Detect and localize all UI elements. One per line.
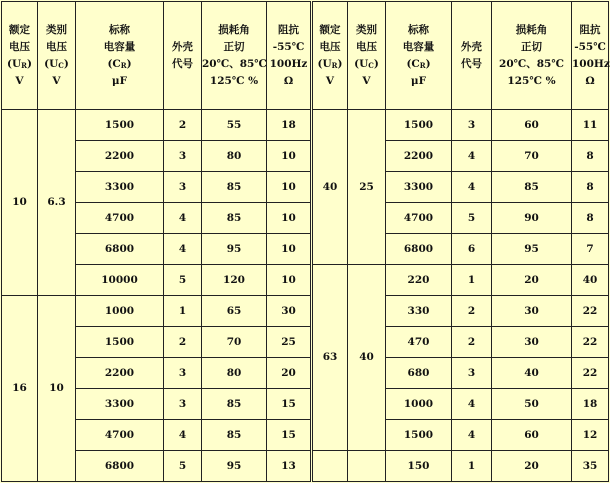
left-case-code-cell: 4: [164, 234, 202, 265]
header-right-rated-voltage: [312, 2, 348, 110]
header-right-case-code: [452, 2, 492, 110]
right-capacitance-cell: 3300: [386, 172, 452, 203]
right-case-code-cell: 4: [452, 141, 492, 172]
header-line: μF: [111, 74, 128, 87]
right-capacitance-cell: 680: [386, 358, 452, 389]
capacitor-spec-table: [1, 1, 609, 482]
right-capacitance-cell: 150: [386, 451, 452, 482]
right-case-code-cell: 5: [452, 203, 492, 234]
right-dissipation-cell: 20: [492, 265, 572, 296]
right-category-voltage-cell: [348, 451, 386, 482]
right-case-code-cell: 2: [452, 327, 492, 358]
left-capacitance-cell: 6800: [76, 234, 164, 265]
right-capacitance-cell: 470: [386, 327, 452, 358]
header-line: 损耗角: [218, 23, 250, 36]
header-left-case-code: [164, 2, 202, 110]
header-left-capacitance: [76, 2, 164, 110]
right-impedance-cell: 18: [572, 389, 609, 420]
right-category-voltage-cell: 40: [348, 265, 386, 451]
table-row: [2, 203, 609, 234]
left-impedance-cell: 20: [267, 358, 312, 389]
header-line: 20℃、85℃: [202, 57, 267, 70]
left-capacitance-cell: 4700: [76, 420, 164, 451]
right-capacitance-cell: 4700: [386, 203, 452, 234]
right-case-code-cell: 6: [452, 234, 492, 265]
left-case-code-cell: 4: [164, 420, 202, 451]
left-category-voltage-cell: 6.3: [38, 110, 76, 296]
header-line: 电压: [9, 40, 30, 53]
right-impedance-cell: 11: [572, 110, 609, 141]
table-row: [2, 234, 609, 265]
right-dissipation-cell: 90: [492, 203, 572, 234]
header-line: 损耗角: [515, 23, 548, 36]
right-capacitance-cell: 1000: [386, 389, 452, 420]
left-dissipation-cell: 80: [202, 141, 267, 172]
right-case-code-cell: 3: [452, 110, 492, 141]
left-impedance-cell: 15: [267, 389, 312, 420]
header-line: $(C_R)$: [107, 57, 132, 70]
header-right-dissipation: [492, 2, 572, 110]
header-line: 类别: [356, 23, 377, 36]
table-row: [2, 389, 609, 420]
header-line: 类别: [46, 23, 67, 36]
left-impedance-cell: 13: [267, 451, 312, 482]
header-line: V: [15, 74, 24, 87]
left-dissipation-cell: 85: [202, 420, 267, 451]
right-case-code-cell: 3: [452, 358, 492, 389]
right-dissipation-cell: 60: [492, 420, 572, 451]
left-capacitance-cell: 2200: [76, 358, 164, 389]
right-impedance-cell: 8: [572, 203, 609, 234]
header-line: V: [325, 74, 335, 87]
right-rated-voltage-cell: [312, 451, 348, 482]
right-dissipation-cell: 30: [492, 327, 572, 358]
right-impedance-cell: 22: [572, 327, 609, 358]
right-rated-voltage-cell: 40: [312, 110, 348, 265]
table-row: [2, 141, 609, 172]
left-dissipation-cell: 120: [202, 265, 267, 296]
left-impedance-cell: 15: [267, 420, 312, 451]
header-line: 代号: [461, 57, 482, 70]
left-capacitance-cell: 1000: [76, 296, 164, 327]
header-line: 电容量: [402, 40, 435, 53]
right-impedance-cell: 7: [572, 234, 609, 265]
left-impedance-cell: 10: [267, 265, 312, 296]
header-line: 100Hz: [572, 57, 610, 70]
right-dissipation-cell: 60: [492, 110, 572, 141]
table-row: [2, 420, 609, 451]
left-impedance-cell: 30: [267, 296, 312, 327]
header-right-capacitance: [386, 2, 452, 110]
left-dissipation-cell: 85: [202, 172, 267, 203]
header-line: 电压: [46, 40, 67, 53]
header-line: -55℃: [574, 40, 606, 53]
header-line: 电容量: [103, 40, 136, 53]
left-case-code-cell: 3: [164, 358, 202, 389]
header-line: 额定: [9, 23, 30, 36]
right-capacitance-cell: 1500: [386, 420, 452, 451]
right-capacitance-cell: 330: [386, 296, 452, 327]
table-row: [2, 327, 609, 358]
left-dissipation-cell: 80: [202, 358, 267, 389]
header-line: 额定: [319, 23, 341, 36]
right-dissipation-cell: 50: [492, 389, 572, 420]
right-impedance-cell: 35: [572, 451, 609, 482]
table-body: [2, 110, 609, 482]
left-case-code-cell: 1: [164, 296, 202, 327]
left-impedance-cell: 10: [267, 203, 312, 234]
right-impedance-cell: 22: [572, 358, 609, 389]
header-line: 125℃ %: [507, 74, 556, 87]
header-line: 阻抗: [579, 23, 601, 36]
left-dissipation-cell: 70: [202, 327, 267, 358]
left-capacitance-cell: 4700: [76, 203, 164, 234]
header-line: 外壳: [172, 40, 193, 53]
header-right-category-voltage: [348, 2, 386, 110]
left-rated-voltage-cell: 10: [2, 110, 38, 296]
right-dissipation-cell: 85: [492, 172, 572, 203]
header-line: $(U_C)$: [354, 57, 379, 70]
header-line: -55℃: [272, 40, 305, 53]
header-line: 20℃、85℃: [499, 57, 564, 70]
right-case-code-cell: 1: [452, 265, 492, 296]
header-line: 电压: [356, 40, 377, 53]
header-line: 125℃ %: [209, 74, 259, 87]
header-left-rated-voltage: [2, 2, 38, 110]
right-dissipation-cell: 30: [492, 296, 572, 327]
header-line: 正切: [223, 40, 245, 53]
left-capacitance-cell: 2200: [76, 141, 164, 172]
left-case-code-cell: 5: [164, 451, 202, 482]
left-capacitance-cell: 3300: [76, 389, 164, 420]
right-impedance-cell: 12: [572, 420, 609, 451]
header-line: $(U_R)$: [7, 57, 32, 70]
header-line: Ω: [283, 74, 294, 87]
right-dissipation-cell: 40: [492, 358, 572, 389]
right-case-code-cell: 4: [452, 172, 492, 203]
header-line: $(U_C)$: [44, 57, 69, 70]
left-dissipation-cell: 85: [202, 389, 267, 420]
right-case-code-cell: 1: [452, 451, 492, 482]
table-row: [2, 358, 609, 389]
header-row: [2, 2, 609, 110]
header-line: 电压: [319, 40, 341, 53]
right-dissipation-cell: 20: [492, 451, 572, 482]
table-row: [2, 110, 609, 141]
table-row: [2, 265, 609, 296]
left-case-code-cell: 4: [164, 203, 202, 234]
right-impedance-cell: 8: [572, 141, 609, 172]
header-line: 标称: [408, 23, 429, 36]
right-case-code-cell: 4: [452, 420, 492, 451]
right-dissipation-cell: 70: [492, 141, 572, 172]
right-case-code-cell: 4: [452, 389, 492, 420]
right-dissipation-cell: 95: [492, 234, 572, 265]
header-line: $(U_R)$: [317, 57, 343, 70]
left-dissipation-cell: 95: [202, 451, 267, 482]
table-row: [2, 296, 609, 327]
header-line: V: [52, 74, 61, 87]
left-impedance-cell: 10: [267, 141, 312, 172]
left-capacitance-cell: 1500: [76, 327, 164, 358]
left-capacitance-cell: 1500: [76, 110, 164, 141]
right-impedance-cell: 22: [572, 296, 609, 327]
header-line: 阻抗: [278, 23, 299, 36]
left-dissipation-cell: 95: [202, 234, 267, 265]
left-capacitance-cell: 6800: [76, 451, 164, 482]
header-line: 外壳: [461, 40, 482, 53]
table-row: [2, 172, 609, 203]
left-case-code-cell: 2: [164, 110, 202, 141]
header-line: 100Hz: [269, 57, 308, 70]
left-capacitance-cell: 10000: [76, 265, 164, 296]
header-line: V: [362, 74, 371, 87]
header-line: Ω: [585, 74, 595, 87]
header-left-category-voltage: [38, 2, 76, 110]
left-case-code-cell: 3: [164, 172, 202, 203]
right-impedance-cell: 8: [572, 172, 609, 203]
left-case-code-cell: 3: [164, 389, 202, 420]
left-dissipation-cell: 55: [202, 110, 267, 141]
left-impedance-cell: 10: [267, 172, 312, 203]
right-capacitance-cell: 220: [386, 265, 452, 296]
left-capacitance-cell: 3300: [76, 172, 164, 203]
left-impedance-cell: 25: [267, 327, 312, 358]
header-left-dissipation: [202, 2, 267, 110]
right-capacitance-cell: 6800: [386, 234, 452, 265]
right-capacitance-cell: 2200: [386, 141, 452, 172]
right-category-voltage-cell: 25: [348, 110, 386, 265]
table-row: [2, 451, 609, 482]
left-case-code-cell: 5: [164, 265, 202, 296]
left-dissipation-cell: 65: [202, 296, 267, 327]
right-rated-voltage-cell: 63: [312, 265, 348, 451]
header-right-impedance: [572, 2, 609, 110]
header-line: 标称: [109, 23, 130, 36]
header-line: 正切: [521, 40, 542, 53]
header-left-impedance: [267, 2, 312, 110]
left-category-voltage-cell: 10: [38, 296, 76, 482]
header-line: 代号: [172, 57, 193, 70]
header-line: $(C_R)$: [406, 57, 431, 70]
left-dissipation-cell: 85: [202, 203, 267, 234]
header-line: μF: [410, 74, 427, 87]
left-impedance-cell: 18: [267, 110, 312, 141]
right-case-code-cell: 2: [452, 296, 492, 327]
left-rated-voltage-cell: 16: [2, 296, 38, 482]
right-impedance-cell: 40: [572, 265, 609, 296]
right-capacitance-cell: 1500: [386, 110, 452, 141]
left-case-code-cell: 2: [164, 327, 202, 358]
left-case-code-cell: 3: [164, 141, 202, 172]
left-impedance-cell: 10: [267, 234, 312, 265]
